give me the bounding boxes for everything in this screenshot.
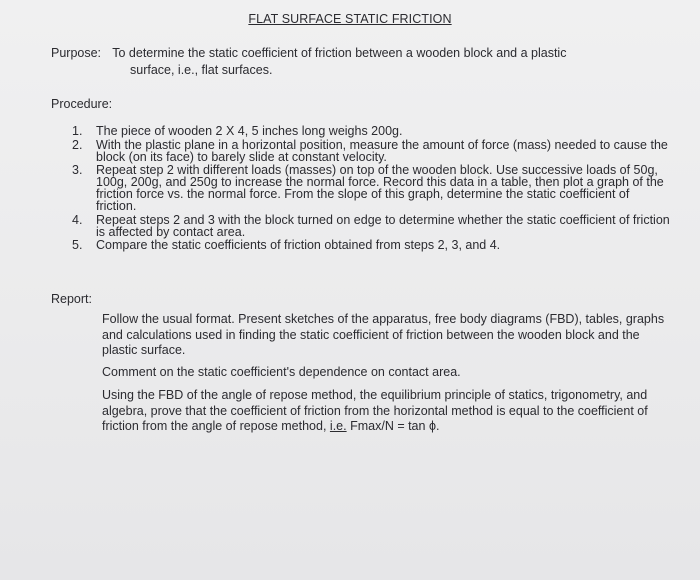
ie-abbreviation: i.e.: [329, 419, 347, 433]
procedure-step: [72, 139, 672, 163]
formula-text: Fmax/N = tan ϕ.: [350, 419, 440, 433]
step-number: 3.: [72, 163, 83, 177]
report-paragraph-format: Follow the usual format. Present sketches of the apparatus, free body diagrams (FBD), tables, graphs and calculations used in finding the static coefficient of friction between the wooden block and the plastic surface.: [102, 312, 665, 357]
procedure-label: Procedure:: [51, 97, 113, 111]
page-title: FLAT SURFACE STATIC FRICTION: [248, 12, 452, 26]
procedure-steps-list: [72, 125, 672, 253]
report-section: [102, 312, 667, 441]
step-number: 2.: [72, 137, 83, 152]
step-text: Repeat steps 2 and 3 with the block turned on edge to determine whether the static coefficient of friction is affected by contact area.: [96, 212, 670, 239]
step-text: Repeat step 2 with different loads (masses) on top of the wooden block. Use successive loads of 50g, 100g, 200g, and 250g to increase the normal force. Record this data in a table, then plot a graph of the friction force vs. the normal force. From the slope of this graph, determine the static coefficient of friction.: [96, 163, 664, 213]
purpose-label: Purpose:: [51, 46, 102, 60]
purpose-text-line1: To determine the static coefficient of friction between a wooden block and a plastic: [112, 46, 567, 60]
purpose-text-line2: surface, i.e., flat surfaces.: [130, 63, 273, 77]
step-text: The piece of wooden 2 X 4, 5 inches long weighs 200g.: [96, 124, 403, 138]
report-label: Report:: [51, 292, 92, 306]
purpose-section: [51, 45, 566, 79]
report-paragraph-comment: Comment on the static coefficient's dependence on contact area.: [102, 364, 461, 379]
procedure-step: [72, 214, 672, 238]
step-text: With the plastic plane in a horizontal position, measure the amount of force (mass) needed to cause the block (on its face) to barely slide at constant velocity.: [96, 137, 668, 164]
procedure-step: [72, 239, 672, 251]
procedure-step: [72, 164, 672, 212]
step-number: 4.: [72, 212, 83, 227]
report-paragraph-proof: [102, 388, 667, 435]
step-number: 1.: [72, 124, 83, 138]
step-number: 5.: [72, 238, 83, 252]
proof-text: Using the FBD of the angle of repose method, the equilibrium principle of statics, trigonometry, and algebra, prove that the coefficient of friction from the horizontal method is equal to the coefficient of friction from the angle of repose method,: [102, 388, 648, 433]
procedure-step: [72, 125, 672, 137]
step-text: Compare the static coefficients of friction obtained from steps 2, 3, and 4.: [96, 238, 501, 252]
